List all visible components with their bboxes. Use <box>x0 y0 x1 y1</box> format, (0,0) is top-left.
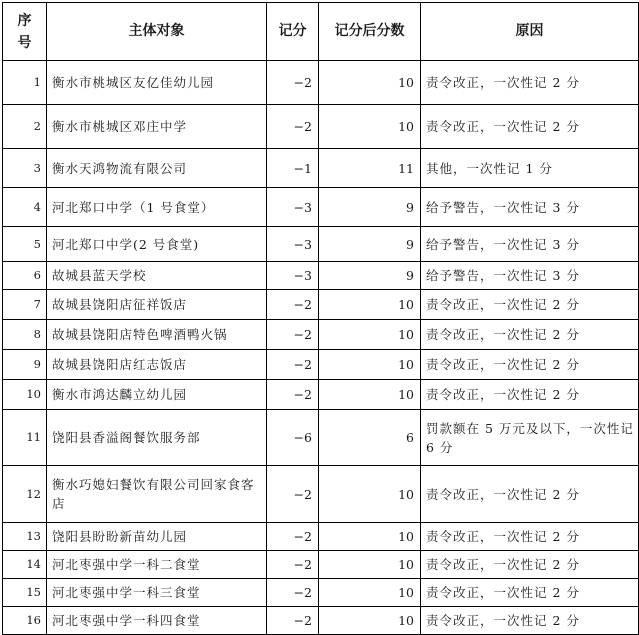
row-subject: 衡水市桃城区友亿佳幼儿园 <box>47 61 267 105</box>
row-number: 8 <box>3 320 47 350</box>
row-reason: 责令改正，一次性记 2 分 <box>421 320 639 350</box>
row-number: 2 <box>3 105 47 149</box>
table-row <box>3 380 639 410</box>
row-after-score: 10 <box>319 466 421 523</box>
row-after-score: 10 <box>319 350 421 380</box>
row-subject: 故城县饶阳店红志饭店 <box>47 350 267 380</box>
row-subject: 河北枣强中学一科四食堂 <box>47 607 267 635</box>
row-score: −3 <box>267 227 319 262</box>
table-row <box>3 320 639 350</box>
row-score: −2 <box>267 607 319 635</box>
row-reason: 给予警告，一次性记 3 分 <box>421 188 639 227</box>
score-table <box>2 2 639 635</box>
row-subject: 故城县饶阳店征祥饭店 <box>47 290 267 320</box>
row-reason: 责令改正，一次性记 2 分 <box>421 551 639 579</box>
row-after-score: 10 <box>319 579 421 607</box>
row-score: −2 <box>267 320 319 350</box>
table-row <box>3 551 639 579</box>
table-row <box>3 227 639 262</box>
row-reason: 责令改正，一次性记 2 分 <box>421 105 639 149</box>
row-after-score: 10 <box>319 320 421 350</box>
row-after-score: 6 <box>319 410 421 466</box>
row-number: 1 <box>3 61 47 105</box>
row-reason: 给予警告，一次性记 3 分 <box>421 227 639 262</box>
row-after-score: 10 <box>319 290 421 320</box>
row-reason: 罚款额在 5 万元及以下，一次性记 6 分 <box>421 410 639 466</box>
row-subject: 故城县蓝天学校 <box>47 262 267 290</box>
row-score: −1 <box>267 149 319 188</box>
row-subject: 河北郑口中学（1 号食堂） <box>47 188 267 227</box>
row-subject: 衡水天鸿物流有限公司 <box>47 149 267 188</box>
row-number: 15 <box>3 579 47 607</box>
table-row <box>3 188 639 227</box>
row-score: −2 <box>267 551 319 579</box>
row-score: −2 <box>267 105 319 149</box>
row-score: −2 <box>267 61 319 105</box>
row-number: 16 <box>3 607 47 635</box>
header-reason: 原因 <box>421 3 639 61</box>
row-number: 14 <box>3 551 47 579</box>
row-subject: 衡水巧媳妇餐饮有限公司回家食客店 <box>47 466 267 523</box>
row-after-score: 10 <box>319 61 421 105</box>
table-row <box>3 262 639 290</box>
row-after-score: 10 <box>319 380 421 410</box>
row-reason: 责令改正，一次性记 2 分 <box>421 380 639 410</box>
row-subject: 衡水市鸿达麟立幼儿园 <box>47 380 267 410</box>
row-subject: 河北枣强中学一科二食堂 <box>47 551 267 579</box>
row-reason: 责令改正，一次性记 2 分 <box>421 523 639 551</box>
row-after-score: 10 <box>319 105 421 149</box>
row-after-score: 9 <box>319 227 421 262</box>
header-row <box>3 3 639 61</box>
row-after-score: 9 <box>319 262 421 290</box>
row-score: −2 <box>267 466 319 523</box>
table-row <box>3 149 639 188</box>
row-number: 10 <box>3 380 47 410</box>
row-subject: 故城县饶阳店特色啤酒鸭火锅 <box>47 320 267 350</box>
row-score: −3 <box>267 188 319 227</box>
row-score: −6 <box>267 410 319 466</box>
row-score: −2 <box>267 380 319 410</box>
row-subject: 衡水市桃城区邓庄中学 <box>47 105 267 149</box>
table-row <box>3 410 639 466</box>
row-number: 6 <box>3 262 47 290</box>
row-score: −3 <box>267 262 319 290</box>
table-row <box>3 290 639 320</box>
row-number: 13 <box>3 523 47 551</box>
row-number: 5 <box>3 227 47 262</box>
table-body <box>3 61 639 635</box>
row-reason: 责令改正，一次性记 2 分 <box>421 579 639 607</box>
table-row <box>3 466 639 523</box>
table-row <box>3 350 639 380</box>
row-number: 11 <box>3 410 47 466</box>
row-reason: 其他，一次性记 1 分 <box>421 149 639 188</box>
row-after-score: 9 <box>319 188 421 227</box>
table-row <box>3 61 639 105</box>
row-subject: 饶阳县盼盼新苗幼儿园 <box>47 523 267 551</box>
row-number: 7 <box>3 290 47 320</box>
row-score: −2 <box>267 523 319 551</box>
row-subject: 饶阳县香溢阁餐饮服务部 <box>47 410 267 466</box>
row-number: 4 <box>3 188 47 227</box>
table-row <box>3 579 639 607</box>
table-row <box>3 523 639 551</box>
row-after-score: 11 <box>319 149 421 188</box>
header-subject: 主体对象 <box>47 3 267 61</box>
header-seq: 序号 <box>3 3 47 61</box>
row-reason: 责令改正，一次性记 2 分 <box>421 290 639 320</box>
header-score: 记分 <box>267 3 319 61</box>
row-score: −2 <box>267 350 319 380</box>
row-reason: 给予警告，一次性记 3 分 <box>421 262 639 290</box>
row-reason: 责令改正，一次性记 2 分 <box>421 350 639 380</box>
header-after-score: 记分后分数 <box>319 3 421 61</box>
table-row <box>3 607 639 635</box>
row-score: −2 <box>267 290 319 320</box>
row-number: 3 <box>3 149 47 188</box>
row-reason: 责令改正，一次性记 2 分 <box>421 607 639 635</box>
row-reason: 责令改正，一次性记 2 分 <box>421 61 639 105</box>
row-subject: 河北枣强中学一科三食堂 <box>47 579 267 607</box>
row-subject: 河北郑口中学(2 号食堂) <box>47 227 267 262</box>
row-number: 9 <box>3 350 47 380</box>
row-after-score: 10 <box>319 551 421 579</box>
row-number: 12 <box>3 466 47 523</box>
row-after-score: 10 <box>319 523 421 551</box>
row-reason: 责令改正，一次性记 2 分 <box>421 466 639 523</box>
row-after-score: 10 <box>319 607 421 635</box>
row-score: −2 <box>267 579 319 607</box>
table-row <box>3 105 639 149</box>
